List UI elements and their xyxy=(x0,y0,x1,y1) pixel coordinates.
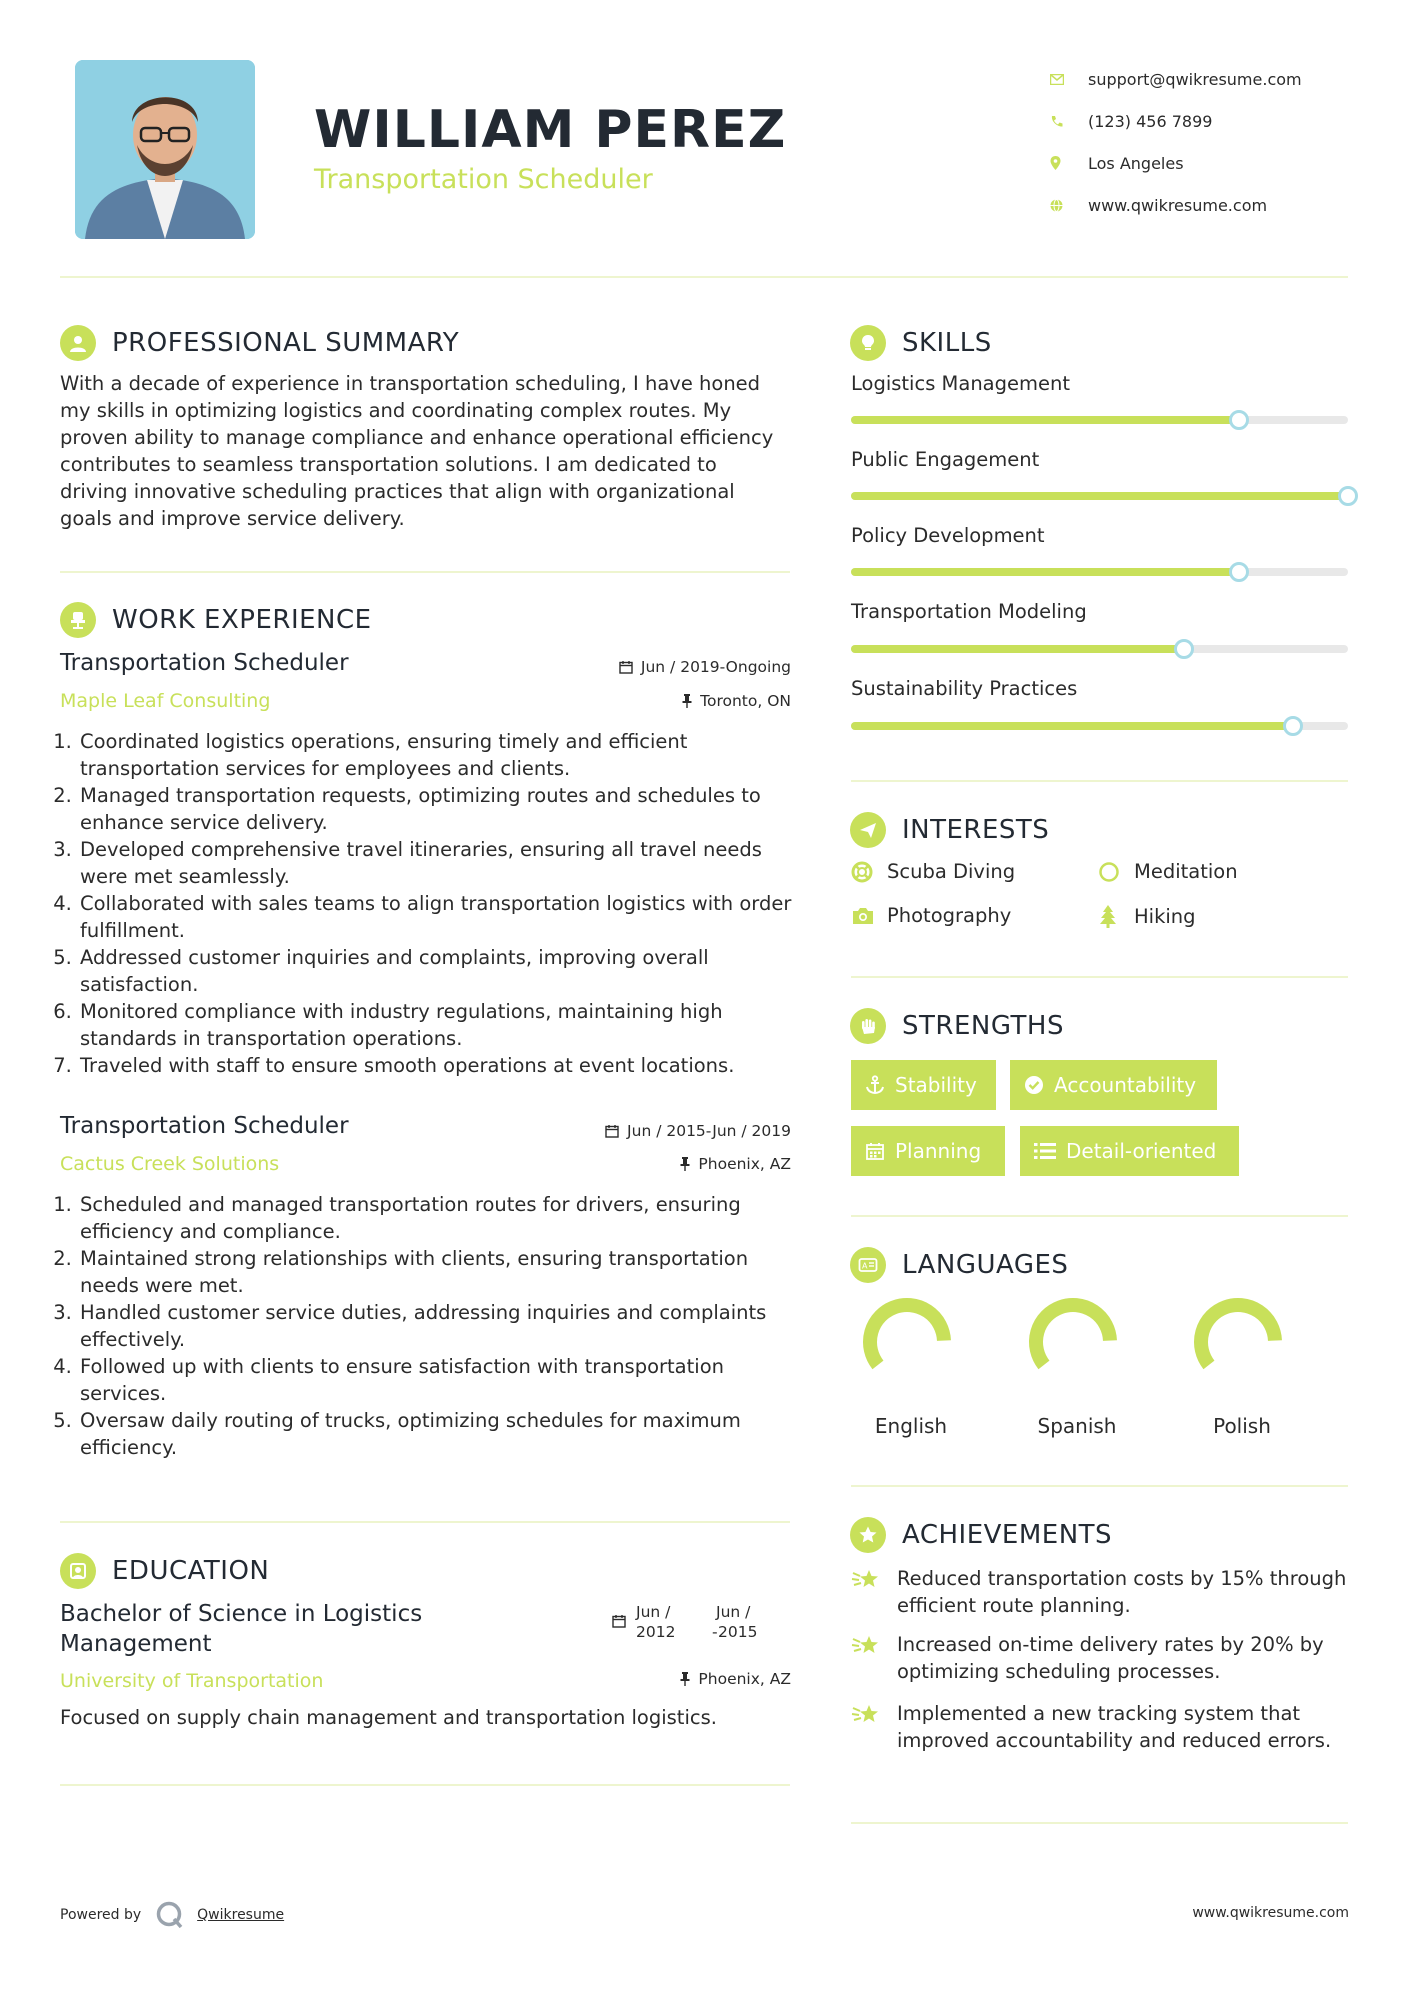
strength-badge xyxy=(851,1126,1005,1176)
skill-bar xyxy=(851,645,1348,653)
skills-heading-label: SKILLS xyxy=(902,328,992,358)
job-location-text: Toronto, ON xyxy=(700,692,791,710)
job-company: Cactus Creek Solutions xyxy=(60,1153,280,1175)
pushpin-icon xyxy=(682,694,692,708)
duty-item: 2. Maintained strong relationships with clients, ensuring transportation needs were met. xyxy=(78,1245,795,1299)
strength-label: Stability xyxy=(895,1073,977,1097)
lifebuoy-icon xyxy=(851,861,887,883)
languages-heading xyxy=(850,1247,1068,1283)
skill-bar-fill xyxy=(851,492,1348,500)
language-ring xyxy=(1036,1305,1110,1365)
job-location xyxy=(500,692,791,710)
duty-item: 6. Monitored compliance with industry regulations, maintaining high standards in transportation operations. xyxy=(78,998,795,1052)
job-dates-text: Jun / 2015-Jun / 2019 xyxy=(627,1122,791,1140)
language-ring-arc xyxy=(870,1305,944,1365)
interests-heading xyxy=(850,812,1049,848)
job-title: Transportation Scheduler xyxy=(60,650,349,676)
degree-title: Bachelor of Science in Logistics Management xyxy=(60,1601,423,1657)
strength-badge xyxy=(1010,1060,1217,1110)
job-location xyxy=(500,1155,791,1173)
language-name: English xyxy=(874,1414,948,1438)
contact-email[interactable] xyxy=(1050,58,1350,100)
achievement-text: Increased on-time delivery rates by 20% by optimizing scheduling processes. xyxy=(897,1633,1324,1683)
contact-website-text: www.qwikresume.com xyxy=(1088,195,1268,215)
language-ring-arc xyxy=(1201,1305,1275,1365)
pushpin-icon xyxy=(680,1157,690,1171)
strengths-divider xyxy=(851,1215,1348,1217)
skill-name: Policy Development xyxy=(851,524,1045,547)
achievement-item xyxy=(851,1700,1348,1754)
work-divider xyxy=(60,1521,790,1523)
anchor-icon xyxy=(865,1075,885,1095)
user-icon xyxy=(60,325,96,361)
candidate-name: WILLIAM PEREZ xyxy=(314,100,787,160)
profile-photo xyxy=(75,60,255,239)
skill-bar-knob[interactable] xyxy=(1283,716,1303,736)
skill-name: Public Engagement xyxy=(851,448,1040,471)
shooting-star-icon xyxy=(851,1700,897,1754)
skill-bar-fill xyxy=(851,568,1239,576)
school-name: University of Transportation xyxy=(60,1670,324,1692)
skill-bar-fill xyxy=(851,722,1293,730)
candidate-title: Transportation Scheduler xyxy=(314,164,653,195)
strengths-heading xyxy=(850,1008,1064,1044)
chair-icon xyxy=(60,602,96,638)
summary-divider xyxy=(60,571,790,573)
interests-divider xyxy=(851,976,1348,978)
achievement-text: Implemented a new tracking system that improved accountability and reduced errors. xyxy=(897,1702,1332,1752)
contact-email-text: support@qwikresume.com xyxy=(1088,69,1302,89)
education-dates xyxy=(612,1602,792,1644)
skill-name: Logistics Management xyxy=(851,372,1071,395)
language-icon xyxy=(850,1247,886,1283)
duty-item: 1. Scheduled and managed transportation routes for drivers, ensuring efficiency and compliance. xyxy=(78,1191,795,1245)
education-heading-label: EDUCATION xyxy=(112,1556,270,1586)
list-icon xyxy=(1034,1142,1056,1160)
contact-block xyxy=(1050,58,1350,226)
skill-bar-fill xyxy=(851,416,1239,424)
skills-divider xyxy=(851,780,1348,782)
strength-label: Planning xyxy=(895,1139,982,1163)
duty-item: 5. Oversaw daily routing of trucks, optimizing schedules for maximum efficiency. xyxy=(78,1407,795,1461)
interest-item xyxy=(1098,904,1196,928)
contact-location-text: Los Angeles xyxy=(1088,153,1184,173)
achievements-heading-label: ACHIEVEMENTS xyxy=(902,1520,1113,1550)
circle-icon xyxy=(1098,861,1134,883)
calendar-icon xyxy=(605,1124,619,1138)
summary-heading xyxy=(60,325,459,361)
job-duties-list xyxy=(60,1191,795,1461)
skill-bar-knob[interactable] xyxy=(1174,639,1194,659)
interest-label: Meditation xyxy=(1134,860,1238,883)
calendar-icon xyxy=(865,1141,885,1161)
job-dates-text: Jun / 2019-Ongoing xyxy=(640,658,791,676)
shooting-star-icon xyxy=(851,1565,897,1619)
achievement-item xyxy=(851,1565,1348,1619)
skill-bar-knob[interactable] xyxy=(1229,410,1249,430)
tree-icon xyxy=(1098,904,1134,928)
work-heading xyxy=(60,602,372,638)
hand-icon xyxy=(850,1008,886,1044)
paper-plane-icon xyxy=(850,812,886,848)
camera-icon xyxy=(851,906,887,926)
qwikresume-link[interactable]: Qwikresume xyxy=(197,1907,285,1923)
interest-item xyxy=(851,860,1015,883)
education-divider xyxy=(60,1784,790,1786)
duty-item: 5. Addressed customer inquiries and complaints, improving overall satisfaction. xyxy=(78,944,795,998)
shooting-star-icon xyxy=(851,1631,897,1685)
duty-item: 2. Managed transportation requests, optimizing routes and schedules to enhance service delivery. xyxy=(78,782,795,836)
language-ring xyxy=(1201,1305,1275,1365)
interest-item xyxy=(851,904,1011,927)
contact-phone-text: (123) 456 7899 xyxy=(1088,111,1213,131)
skill-bar xyxy=(851,492,1348,500)
duty-item: 4. Followed up with clients to ensure satisfaction with transportation services. xyxy=(78,1353,795,1407)
languages-heading-label: LANGUAGES xyxy=(902,1250,1069,1280)
languages-divider xyxy=(851,1485,1348,1487)
education-heading xyxy=(60,1553,269,1589)
job-title: Transportation Scheduler xyxy=(60,1113,349,1139)
skill-bar xyxy=(851,722,1348,730)
duty-item: 3. Developed comprehensive travel itineraries, ensuring all travel needs were met seamlessly. xyxy=(78,836,795,890)
job-dates xyxy=(500,658,791,676)
achievements-divider xyxy=(851,1822,1348,1824)
duty-item: 7. Traveled with staff to ensure smooth operations at event locations. xyxy=(78,1052,795,1079)
contact-website[interactable] xyxy=(1050,184,1350,226)
qwikresume-logo-icon xyxy=(155,1900,185,1930)
language-ring xyxy=(870,1305,944,1365)
job-duties-list xyxy=(60,728,795,1079)
start-year: 2012 xyxy=(636,1623,676,1641)
start-month: Jun / xyxy=(636,1603,671,1621)
interest-label: Scuba Diving xyxy=(887,860,1016,883)
end-year-dash: - xyxy=(712,1623,718,1641)
end-month: Jun / xyxy=(716,1603,751,1621)
map-pin-icon xyxy=(1050,156,1088,170)
lightbulb-icon xyxy=(850,325,886,361)
footer-website[interactable]: www.qwikresume.com xyxy=(1192,1905,1349,1921)
phone-icon xyxy=(1050,115,1088,128)
education-location xyxy=(500,1670,791,1688)
strength-label: Accountability xyxy=(1054,1073,1197,1097)
education-location-text: Phoenix, AZ xyxy=(698,1670,791,1688)
summary-text: With a decade of experience in transportation scheduling, I have honed my skills in optimizing logistics and coordinating complex routes. My proven ability to manage compliance and enhance operational efficiency contributes to seamless transportation solutions. I am dedicated to driving innovative scheduling practices that align with organizational goals and improve service delivery. xyxy=(60,372,774,530)
interests-heading-label: INTERESTS xyxy=(902,815,1050,845)
check-circle-icon xyxy=(1024,1075,1044,1095)
skill-bar xyxy=(851,568,1348,576)
strength-badge xyxy=(1020,1126,1239,1176)
language-ring-arc xyxy=(1036,1305,1110,1365)
work-heading-label: WORK EXPERIENCE xyxy=(112,605,372,635)
languages-rings xyxy=(851,1295,1351,1415)
skill-name: Sustainability Practices xyxy=(851,677,1078,700)
skill-bar-knob[interactable] xyxy=(1338,486,1358,506)
contact-location xyxy=(1050,142,1350,184)
job-dates xyxy=(500,1122,791,1140)
language-name: Polish xyxy=(1213,1414,1271,1438)
interest-label: Photography xyxy=(887,904,1012,927)
language-name: Spanish xyxy=(1037,1414,1117,1438)
job-company: Maple Leaf Consulting xyxy=(60,690,271,712)
skill-name: Transportation Modeling xyxy=(851,600,1087,623)
star-icon xyxy=(850,1517,886,1553)
calendar-icon xyxy=(612,1614,626,1628)
education-description: Focused on supply chain management and transportation logistics. xyxy=(60,1706,717,1729)
interest-label: Hiking xyxy=(1134,904,1196,928)
calendar-icon xyxy=(619,660,633,674)
strengths-heading-label: STRENGTHS xyxy=(902,1011,1064,1041)
interest-item xyxy=(1098,860,1238,883)
end-year: 2015 xyxy=(718,1623,758,1641)
envelope-icon xyxy=(1050,74,1088,85)
duty-item: 3. Handled customer service duties, addressing inquiries and complaints effectively. xyxy=(78,1299,795,1353)
strength-badge xyxy=(851,1060,996,1110)
achievement-item xyxy=(851,1631,1348,1685)
summary-heading-label: PROFESSIONAL SUMMARY xyxy=(112,328,460,358)
powered-by-text: Powered by xyxy=(60,1907,142,1923)
achievement-text: Reduced transportation costs by 15% through efficient route planning. xyxy=(897,1567,1347,1617)
pushpin-icon xyxy=(680,1672,690,1686)
duty-item: 4. Collaborated with sales teams to align transportation logistics with order fulfillment. xyxy=(78,890,795,944)
footer-powered-by xyxy=(60,1900,284,1930)
strength-label: Detail-oriented xyxy=(1066,1139,1217,1163)
skill-bar-fill xyxy=(851,645,1184,653)
job-location-text: Phoenix, AZ xyxy=(698,1155,791,1173)
globe-icon xyxy=(1050,199,1088,212)
skills-heading xyxy=(850,325,992,361)
svg-text:A: A xyxy=(862,1261,868,1271)
duty-item: 1. Coordinated logistics operations, ensuring timely and efficient transportation services for employees and clients. xyxy=(78,728,795,782)
contact-phone[interactable] xyxy=(1050,100,1350,142)
skill-bar xyxy=(851,416,1348,424)
graduation-icon xyxy=(60,1553,96,1589)
header-divider xyxy=(60,276,1348,278)
skill-bar-knob[interactable] xyxy=(1229,562,1249,582)
achievements-heading xyxy=(850,1517,1112,1553)
